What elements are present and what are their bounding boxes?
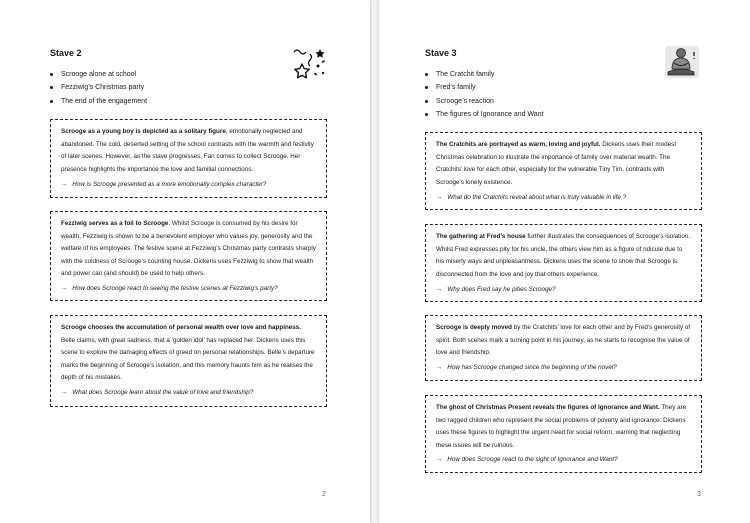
question bbox=[61, 181, 266, 188]
list-item: The Cratchit family bbox=[425, 68, 544, 81]
list-item: Scrooge alone at school bbox=[50, 68, 147, 81]
arrow-icon: → bbox=[436, 364, 443, 371]
arrow-icon: → bbox=[61, 285, 68, 292]
sitting-figure-icon bbox=[664, 45, 700, 79]
document-page-3 bbox=[379, 0, 750, 523]
text-box bbox=[50, 211, 327, 301]
text-box bbox=[425, 395, 702, 473]
arrow-icon: → bbox=[61, 389, 68, 396]
arrow-icon: → bbox=[436, 456, 443, 463]
list-item: The figures of Ignorance and Want bbox=[425, 108, 544, 121]
box-heading: Fezziwig serves as a foil to Scrooge bbox=[61, 220, 169, 227]
question-text: Why does Fred say he pities Scrooge? bbox=[447, 286, 556, 293]
box-paragraph bbox=[436, 322, 691, 360]
arrow-icon: → bbox=[436, 194, 443, 201]
question-text: How does Scrooge react to the sight of Ignorance and Want? bbox=[447, 456, 618, 463]
box-text: , emotionally neglected and abandoned. The cold, deserted setting of the school contrasts with the warmth and festivity of later scenes. However, as the stave progresses, Fan comes to collect Scrooge. Her presence highlights the importance the love and familial connections. bbox=[61, 128, 314, 173]
box-paragraph bbox=[61, 322, 316, 385]
question-text: What do the Cratchits reveal about what is truly valuable in life ? bbox=[447, 194, 627, 201]
question bbox=[436, 194, 626, 201]
stars-confetti-icon bbox=[290, 46, 328, 82]
question-text: How does Scrooge react to seeing the festive scenes at Fezziwig’s party? bbox=[72, 285, 278, 292]
list-item: Fred’s family bbox=[425, 81, 544, 94]
text-box bbox=[425, 315, 702, 381]
box-heading: Scrooge chooses the accumulation of personal wealth over love and happiness. bbox=[61, 324, 302, 331]
question-text: What does Scrooge learn about the value of love and friendship? bbox=[72, 389, 254, 396]
box-paragraph bbox=[436, 402, 691, 452]
box-paragraph bbox=[61, 218, 316, 281]
question bbox=[436, 456, 618, 463]
box-text: Belle claims, with great sadness, that a ‘golden idol’ has replaced her. Dickens uses this scene to explore the damaging effects of greed on personal relationships. Belle’s departure marks the beginning of Scrooge’s isolation, and this memory haunts him as he realises the depth of his mistakes. bbox=[61, 336, 315, 382]
box-text: further illustrates the consequences of Scrooge’s isolation. Whilst Fred expresses pity for his uncle, the others view him as a figure of ridicule due to his miserly ways and unpleasantness. Dickens uses the scene to show that Scrooge is disconnected from the love and joy that others experience. bbox=[436, 233, 691, 278]
question bbox=[436, 286, 555, 293]
list-item: Fezziwig’s Christmas party bbox=[50, 81, 147, 94]
question bbox=[436, 364, 617, 371]
page-title: Stave 2 bbox=[50, 48, 82, 58]
box-text: by the Cratchits’ love for each other and by Fred’s generosity of spirit. Both scenes mark a turning point in his journey, as he starts to recognise the value of love and friendship. bbox=[436, 324, 691, 357]
text-box bbox=[50, 119, 327, 198]
box-text: Dickens uses their modest Christmas celebration to illustrate the importance of family over material wealth. The Cratchits’ love for each other, especially for the vulnerable Tiny Tim, contrasts with Scrooge’s lonely existence. bbox=[436, 141, 677, 186]
question bbox=[61, 285, 278, 292]
bullet-list bbox=[50, 68, 147, 108]
box-paragraph bbox=[436, 231, 691, 281]
arrow-icon: → bbox=[61, 181, 68, 188]
box-text: They are two ragged children who represent the social problems of poverty and ignorance. Dickens uses these figures to highlight the urgent need for social reform, warning that neglecting these issues will be ruinous. bbox=[436, 404, 687, 449]
list-item: Scrooge’s reaction bbox=[425, 95, 544, 108]
arrow-icon: → bbox=[436, 286, 443, 293]
question-text: How is Scrooge presented as a more emotionally complex character? bbox=[72, 181, 267, 188]
text-box bbox=[425, 224, 702, 302]
list-item: The end of the engagement bbox=[50, 95, 147, 108]
box-heading: The ghost of Christmas Present reveals the figures of Ignorance and Want. bbox=[436, 404, 660, 411]
box-heading: The Cratchits are portrayed as warm, loving and joyful. bbox=[436, 141, 601, 148]
page-title: Stave 3 bbox=[425, 48, 457, 58]
page-number: 2 bbox=[322, 491, 326, 498]
bullet-list bbox=[425, 68, 544, 122]
box-text: . Whilst Scrooge is consumed by his desire for wealth, Fezziwig is shown to be a benevolent employer who values joy, generosity and the welfare of his employees. The festive scene at Fezziwig’s Christmas party contrasts sharply with the coldness of Scrooge’s counting house. Dickens uses Fezziwig to show that wealth and power can (and should) be used to help others. bbox=[61, 220, 316, 278]
text-box bbox=[425, 132, 702, 210]
box-paragraph bbox=[61, 126, 316, 176]
document-page-2 bbox=[0, 0, 370, 523]
page-number: 3 bbox=[697, 491, 701, 498]
box-heading: Scrooge is deeply moved bbox=[436, 324, 512, 331]
box-heading: Scrooge as a young boy is depicted as a solitary figure bbox=[61, 128, 226, 135]
question bbox=[61, 389, 253, 396]
box-heading: The gathering at Fred’s house bbox=[436, 233, 526, 240]
box-paragraph bbox=[436, 139, 691, 189]
question-text: How has Scrooge changed since the beginning of the novel? bbox=[447, 364, 617, 371]
text-box bbox=[50, 315, 327, 407]
